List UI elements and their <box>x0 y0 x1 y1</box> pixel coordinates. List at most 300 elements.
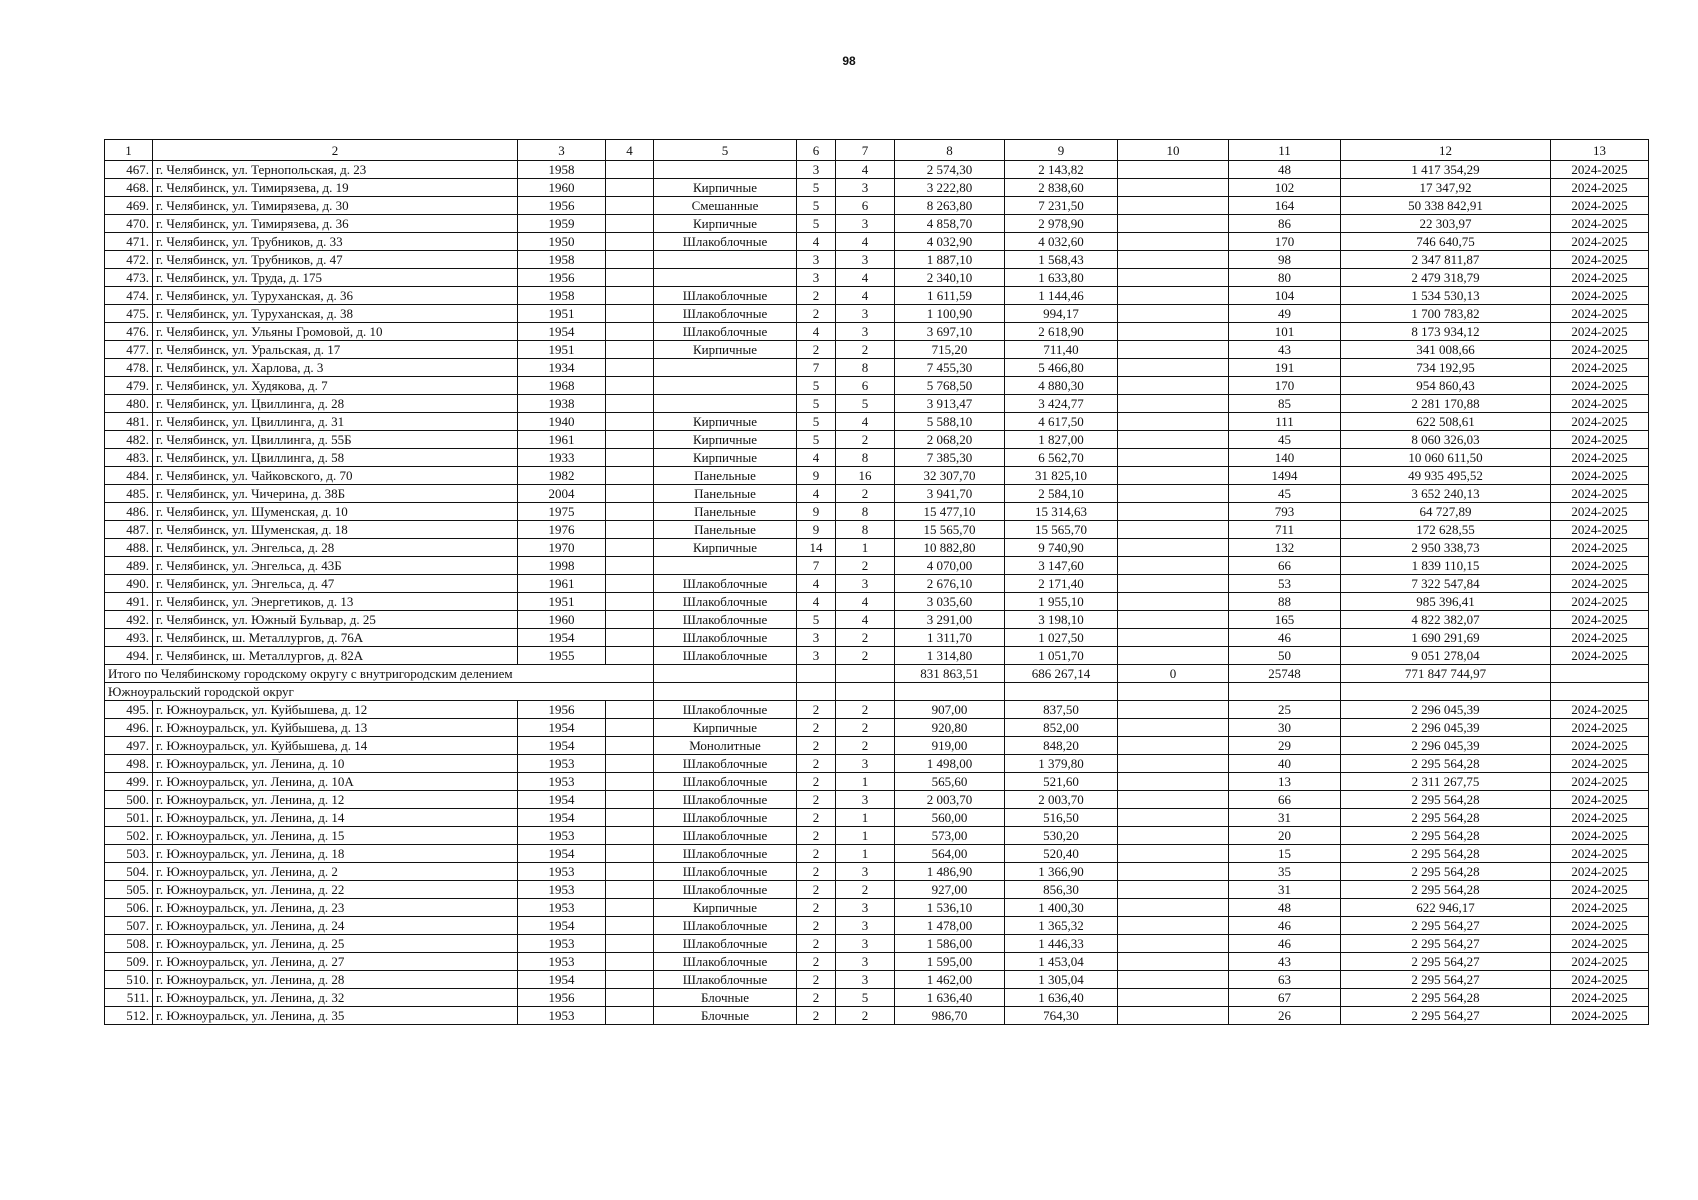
table-row <box>105 899 1649 917</box>
cell-col-13: 2024-2025 <box>1551 899 1649 917</box>
cell-col-13: 2024-2025 <box>1551 935 1649 953</box>
cell-col-11: 104 <box>1229 287 1341 305</box>
cell-col-12: 1 700 783,82 <box>1341 305 1551 323</box>
cell-col-10 <box>1118 773 1229 791</box>
cell-col-9: 6 562,70 <box>1005 449 1118 467</box>
cell-col-4 <box>606 323 654 341</box>
cell-col-9: 5 466,80 <box>1005 359 1118 377</box>
cell-col-10 <box>1118 377 1229 395</box>
table-body <box>105 140 1649 1025</box>
cell-col-12: 622 508,61 <box>1341 413 1551 431</box>
cell-col-5: Кирпичные <box>654 449 797 467</box>
cell-col-7: 8 <box>836 359 895 377</box>
cell-col-10 <box>1118 791 1229 809</box>
table-row <box>105 773 1649 791</box>
cell-col-6: 2 <box>797 917 836 935</box>
cell-col-8: 1 611,59 <box>895 287 1005 305</box>
cell-col-1: 472. <box>105 251 153 269</box>
table-row <box>105 881 1649 899</box>
cell-col-5: Шлакоблочные <box>654 863 797 881</box>
table-row <box>105 287 1649 305</box>
cell-col-11: 165 <box>1229 611 1341 629</box>
cell-col-3: 1968 <box>518 377 606 395</box>
cell-col-9: 31 825,10 <box>1005 467 1118 485</box>
cell-col-1: 500. <box>105 791 153 809</box>
cell-col-4 <box>606 539 654 557</box>
cell-col-8: 3 913,47 <box>895 395 1005 413</box>
cell-col-1: 491. <box>105 593 153 611</box>
cell-col-7: 2 <box>836 431 895 449</box>
cell-col-12: 2 295 564,28 <box>1341 827 1551 845</box>
cell-col-8: 919,00 <box>895 737 1005 755</box>
cell-col-1: 473. <box>105 269 153 287</box>
cell-col-4 <box>606 971 654 989</box>
cell-col-11: 101 <box>1229 323 1341 341</box>
cell-col-9: 2 143,82 <box>1005 161 1118 179</box>
cell-col-5: Шлакоблочные <box>654 287 797 305</box>
cell-col-3: 1961 <box>518 575 606 593</box>
cell-col-4 <box>606 233 654 251</box>
cell-col-10 <box>1118 359 1229 377</box>
table-row <box>105 305 1649 323</box>
cell-col-2: г. Челябинск, ул. Цвиллинга, д. 58 <box>153 449 518 467</box>
cell-col-13: 2024-2025 <box>1551 575 1649 593</box>
cell-col-4 <box>606 899 654 917</box>
cell-col-1: 510. <box>105 971 153 989</box>
cell-col-2: г. Челябинск, ул. Харлова, д. 3 <box>153 359 518 377</box>
cell-col-4 <box>606 809 654 827</box>
cell-col-13: 2024-2025 <box>1551 863 1649 881</box>
cell-col-7: 3 <box>836 575 895 593</box>
cell-col-2: г. Челябинск, ул. Тернопольская, д. 23 <box>153 161 518 179</box>
cell-col-10 <box>1118 395 1229 413</box>
cell-col-7: 3 <box>836 215 895 233</box>
cell-col-9: 1 144,46 <box>1005 287 1118 305</box>
cell-col-11: 67 <box>1229 989 1341 1007</box>
cell-col-2: г. Челябинск, ул. Шуменская, д. 10 <box>153 503 518 521</box>
cell-col-6: 4 <box>797 593 836 611</box>
cell-col-7: 4 <box>836 413 895 431</box>
cell-col-5: Шлакоблочные <box>654 233 797 251</box>
cell-col-4 <box>606 413 654 431</box>
cell-col-2: г. Южноуральск, ул. Ленина, д. 27 <box>153 953 518 971</box>
cell-col-2: г. Южноуральск, ул. Куйбышева, д. 13 <box>153 719 518 737</box>
cell-col-5 <box>654 395 797 413</box>
cell-col-12: 2 295 564,28 <box>1341 791 1551 809</box>
cell-col-9: 516,50 <box>1005 809 1118 827</box>
cell-col-12: 2 296 045,39 <box>1341 719 1551 737</box>
cell-col-10 <box>1118 701 1229 719</box>
table-row <box>105 611 1649 629</box>
cell-col-13: 2024-2025 <box>1551 431 1649 449</box>
cell-col-8: 1 462,00 <box>895 971 1005 989</box>
cell-col-8: 3 035,60 <box>895 593 1005 611</box>
cell-col-9: 1 365,32 <box>1005 917 1118 935</box>
cell-col-9: 2 003,70 <box>1005 791 1118 809</box>
cell-col-2: г. Челябинск, ул. Шуменская, д. 18 <box>153 521 518 539</box>
cell-col-1: 485. <box>105 485 153 503</box>
cell-col-12: 746 640,75 <box>1341 233 1551 251</box>
column-header-10: 10 <box>1118 140 1229 161</box>
cell-col-8: 920,80 <box>895 719 1005 737</box>
table-row <box>105 791 1649 809</box>
cell-col-6: 2 <box>797 287 836 305</box>
cell-col-11: 48 <box>1229 161 1341 179</box>
cell-col-2: г. Южноуральск, ул. Ленина, д. 35 <box>153 1007 518 1025</box>
cell-col-11: 132 <box>1229 539 1341 557</box>
cell-col-4 <box>606 791 654 809</box>
cell-col-1: 490. <box>105 575 153 593</box>
cell-col-4 <box>606 737 654 755</box>
cell-col-6: 5 <box>797 611 836 629</box>
cell-col-11: 46 <box>1229 935 1341 953</box>
cell-col-8: 1 311,70 <box>895 629 1005 647</box>
table-row <box>105 269 1649 287</box>
table-row <box>105 719 1649 737</box>
cell-col-10 <box>1118 557 1229 575</box>
cell-col-1: 488. <box>105 539 153 557</box>
cell-col-11: 98 <box>1229 251 1341 269</box>
cell-col-5: Монолитные <box>654 737 797 755</box>
empty-cell <box>654 683 797 701</box>
cell-col-13: 2024-2025 <box>1551 917 1649 935</box>
cell-col-9: 2 618,90 <box>1005 323 1118 341</box>
cell-col-13: 2024-2025 <box>1551 1007 1649 1025</box>
cell-col-9: 1 453,04 <box>1005 953 1118 971</box>
cell-col-8: 3 291,00 <box>895 611 1005 629</box>
cell-col-8: 1 887,10 <box>895 251 1005 269</box>
cell-col-1: 476. <box>105 323 153 341</box>
cell-col-10 <box>1118 845 1229 863</box>
cell-col-9: 3 198,10 <box>1005 611 1118 629</box>
empty-cell <box>1005 683 1118 701</box>
cell-col-13: 2024-2025 <box>1551 233 1649 251</box>
cell-col-10 <box>1118 269 1229 287</box>
cell-col-7: 2 <box>836 485 895 503</box>
cell-col-3: 2004 <box>518 485 606 503</box>
cell-col-6: 5 <box>797 197 836 215</box>
cell-col-8: 2 003,70 <box>895 791 1005 809</box>
cell-col-1: 489. <box>105 557 153 575</box>
cell-col-13: 2024-2025 <box>1551 791 1649 809</box>
cell-col-8: 5 768,50 <box>895 377 1005 395</box>
cell-col-4 <box>606 485 654 503</box>
cell-col-3: 1954 <box>518 323 606 341</box>
cell-col-13: 2024-2025 <box>1551 503 1649 521</box>
cell-col-11: 40 <box>1229 755 1341 773</box>
cell-col-13: 2024-2025 <box>1551 197 1649 215</box>
table-row <box>105 521 1649 539</box>
cell-col-5: Шлакоблочные <box>654 881 797 899</box>
cell-col-6: 5 <box>797 413 836 431</box>
cell-col-4 <box>606 863 654 881</box>
cell-col-3: 1959 <box>518 215 606 233</box>
cell-col-11: 48 <box>1229 899 1341 917</box>
cell-col-3: 1951 <box>518 305 606 323</box>
cell-col-2: г. Челябинск, ул. Труда, д. 175 <box>153 269 518 287</box>
cell-col-2: г. Южноуральск, ул. Ленина, д. 24 <box>153 917 518 935</box>
cell-col-12: 2 295 564,28 <box>1341 755 1551 773</box>
cell-col-3: 1975 <box>518 503 606 521</box>
cell-col-7: 3 <box>836 251 895 269</box>
cell-col-10 <box>1118 917 1229 935</box>
cell-col-1: 508. <box>105 935 153 953</box>
cell-col-7: 8 <box>836 521 895 539</box>
cell-col-13: 2024-2025 <box>1551 971 1649 989</box>
cell-col-11: 31 <box>1229 881 1341 899</box>
cell-col-12: 9 051 278,04 <box>1341 647 1551 665</box>
cell-col-9: 4 880,30 <box>1005 377 1118 395</box>
cell-col-7: 2 <box>836 341 895 359</box>
cell-col-13: 2024-2025 <box>1551 629 1649 647</box>
cell-col-10 <box>1118 827 1229 845</box>
cell-col-9: 4 032,60 <box>1005 233 1118 251</box>
total-col-11: 25748 <box>1229 665 1341 683</box>
cell-col-12: 954 860,43 <box>1341 377 1551 395</box>
cell-col-3: 1954 <box>518 845 606 863</box>
table-row <box>105 593 1649 611</box>
cell-col-11: 30 <box>1229 719 1341 737</box>
cell-col-11: 85 <box>1229 395 1341 413</box>
table-row <box>105 629 1649 647</box>
cell-col-7: 4 <box>836 269 895 287</box>
cell-col-2: г. Челябинск, ул. Энгельса, д. 43Б <box>153 557 518 575</box>
table-row <box>105 989 1649 1007</box>
cell-col-11: 140 <box>1229 449 1341 467</box>
cell-col-12: 172 628,55 <box>1341 521 1551 539</box>
cell-col-10 <box>1118 593 1229 611</box>
column-header-8: 8 <box>895 140 1005 161</box>
cell-col-3: 1970 <box>518 539 606 557</box>
table-row <box>105 827 1649 845</box>
empty-cell <box>1118 683 1229 701</box>
empty-cell <box>1551 683 1649 701</box>
cell-col-9: 520,40 <box>1005 845 1118 863</box>
cell-col-8: 1 100,90 <box>895 305 1005 323</box>
cell-col-7: 3 <box>836 791 895 809</box>
cell-col-4 <box>606 377 654 395</box>
cell-col-5: Шлакоблочные <box>654 575 797 593</box>
cell-col-9: 2 584,10 <box>1005 485 1118 503</box>
cell-col-5: Кирпичные <box>654 215 797 233</box>
cell-col-6: 4 <box>797 233 836 251</box>
cell-col-12: 7 322 547,84 <box>1341 575 1551 593</box>
cell-col-1: 493. <box>105 629 153 647</box>
cell-col-7: 3 <box>836 323 895 341</box>
cell-col-11: 88 <box>1229 593 1341 611</box>
empty-cell <box>836 683 895 701</box>
cell-col-10 <box>1118 323 1229 341</box>
cell-col-2: г. Челябинск, ул. Энгельса, д. 28 <box>153 539 518 557</box>
cell-col-4 <box>606 953 654 971</box>
cell-col-12: 2 295 564,27 <box>1341 953 1551 971</box>
cell-col-13: 2024-2025 <box>1551 953 1649 971</box>
cell-col-5: Кирпичные <box>654 539 797 557</box>
cell-col-2: г. Южноуральск, ул. Ленина, д. 10 <box>153 755 518 773</box>
cell-col-5: Шлакоблочные <box>654 827 797 845</box>
cell-col-4 <box>606 467 654 485</box>
cell-col-13: 2024-2025 <box>1551 701 1649 719</box>
cell-col-7: 8 <box>836 449 895 467</box>
cell-col-4 <box>606 521 654 539</box>
cell-col-5: Шлакоблочные <box>654 593 797 611</box>
cell-col-9: 1 027,50 <box>1005 629 1118 647</box>
cell-col-2: г. Челябинск, ул. Ульяны Громовой, д. 10 <box>153 323 518 341</box>
cell-col-5: Кирпичные <box>654 341 797 359</box>
cell-col-6: 4 <box>797 449 836 467</box>
cell-col-5: Кирпичные <box>654 179 797 197</box>
cell-col-8: 1 636,40 <box>895 989 1005 1007</box>
cell-col-4 <box>606 773 654 791</box>
cell-col-6: 5 <box>797 395 836 413</box>
cell-col-12: 3 652 240,13 <box>1341 485 1551 503</box>
cell-col-3: 1960 <box>518 611 606 629</box>
cell-col-13: 2024-2025 <box>1551 251 1649 269</box>
cell-col-11: 46 <box>1229 917 1341 935</box>
cell-col-10 <box>1118 809 1229 827</box>
cell-col-9: 15 565,70 <box>1005 521 1118 539</box>
cell-col-3: 1940 <box>518 413 606 431</box>
cell-col-8: 2 340,10 <box>895 269 1005 287</box>
cell-col-8: 2 676,10 <box>895 575 1005 593</box>
cell-col-1: 502. <box>105 827 153 845</box>
cell-col-6: 9 <box>797 503 836 521</box>
cell-col-5: Шлакоблочные <box>654 323 797 341</box>
cell-col-9: 2 978,90 <box>1005 215 1118 233</box>
cell-col-2: г. Челябинск, ул. Цвиллинга, д. 55Б <box>153 431 518 449</box>
cell-col-2: г. Челябинск, ул. Энергетиков, д. 13 <box>153 593 518 611</box>
column-header-13: 13 <box>1551 140 1649 161</box>
cell-col-13: 2024-2025 <box>1551 395 1649 413</box>
cell-col-3: 1954 <box>518 737 606 755</box>
table-row <box>105 755 1649 773</box>
cell-col-12: 2 950 338,73 <box>1341 539 1551 557</box>
cell-col-11: 31 <box>1229 809 1341 827</box>
cell-col-8: 4 032,90 <box>895 233 1005 251</box>
cell-col-13: 2024-2025 <box>1551 449 1649 467</box>
cell-col-1: 486. <box>105 503 153 521</box>
cell-col-5: Блочные <box>654 989 797 1007</box>
table-row <box>105 971 1649 989</box>
cell-col-11: 711 <box>1229 521 1341 539</box>
cell-col-12: 8 173 934,12 <box>1341 323 1551 341</box>
cell-col-6: 2 <box>797 863 836 881</box>
cell-col-11: 170 <box>1229 233 1341 251</box>
cell-col-5: Шлакоблочные <box>654 953 797 971</box>
cell-col-8: 1 536,10 <box>895 899 1005 917</box>
cell-col-3: 1956 <box>518 269 606 287</box>
cell-col-3: 1956 <box>518 701 606 719</box>
cell-col-1: 511. <box>105 989 153 1007</box>
cell-col-10 <box>1118 881 1229 899</box>
cell-col-9: 764,30 <box>1005 1007 1118 1025</box>
cell-col-9: 15 314,63 <box>1005 503 1118 521</box>
cell-col-12: 2 295 564,28 <box>1341 881 1551 899</box>
cell-col-7: 3 <box>836 971 895 989</box>
cell-col-1: 497. <box>105 737 153 755</box>
cell-col-9: 7 231,50 <box>1005 197 1118 215</box>
cell-col-13: 2024-2025 <box>1551 827 1649 845</box>
cell-col-2: г. Челябинск, ул. Цвиллинга, д. 31 <box>153 413 518 431</box>
cell-col-12: 341 008,66 <box>1341 341 1551 359</box>
total-col-12: 771 847 744,97 <box>1341 665 1551 683</box>
cell-col-7: 2 <box>836 881 895 899</box>
cell-col-6: 4 <box>797 485 836 503</box>
cell-col-11: 15 <box>1229 845 1341 863</box>
cell-col-11: 66 <box>1229 557 1341 575</box>
cell-col-13: 2024-2025 <box>1551 773 1649 791</box>
cell-col-13: 2024-2025 <box>1551 593 1649 611</box>
table-row <box>105 431 1649 449</box>
cell-col-3: 1933 <box>518 449 606 467</box>
cell-col-2: г. Челябинск, ул. Трубников, д. 47 <box>153 251 518 269</box>
cell-col-5: Кирпичные <box>654 431 797 449</box>
cell-col-8: 15 565,70 <box>895 521 1005 539</box>
cell-col-6: 2 <box>797 737 836 755</box>
cell-col-13: 2024-2025 <box>1551 809 1649 827</box>
cell-col-1: 496. <box>105 719 153 737</box>
table-row <box>105 413 1649 431</box>
cell-col-2: г. Челябинск, ул. Цвиллинга, д. 28 <box>153 395 518 413</box>
cell-col-9: 1 827,00 <box>1005 431 1118 449</box>
cell-col-7: 3 <box>836 953 895 971</box>
cell-col-10 <box>1118 863 1229 881</box>
cell-col-13: 2024-2025 <box>1551 989 1649 1007</box>
cell-col-2: г. Челябинск, ул. Энгельса, д. 47 <box>153 575 518 593</box>
cell-col-10 <box>1118 737 1229 755</box>
table-row <box>105 467 1649 485</box>
cell-col-6: 7 <box>797 557 836 575</box>
table-row <box>105 539 1649 557</box>
cell-col-4 <box>606 719 654 737</box>
cell-col-12: 2 295 564,27 <box>1341 935 1551 953</box>
total-col-5 <box>654 665 797 683</box>
cell-col-2: г. Южноуральск, ул. Ленина, д. 12 <box>153 791 518 809</box>
cell-col-2: г. Челябинск, ул. Тимирязева, д. 36 <box>153 215 518 233</box>
cell-col-3: 1951 <box>518 593 606 611</box>
cell-col-6: 5 <box>797 179 836 197</box>
cell-col-4 <box>606 917 654 935</box>
cell-col-11: 66 <box>1229 791 1341 809</box>
cell-col-13: 2024-2025 <box>1551 215 1649 233</box>
cell-col-7: 1 <box>836 773 895 791</box>
cell-col-1: 507. <box>105 917 153 935</box>
table-row <box>105 179 1649 197</box>
cell-col-5: Шлакоблочные <box>654 755 797 773</box>
cell-col-10 <box>1118 305 1229 323</box>
cell-col-8: 573,00 <box>895 827 1005 845</box>
cell-col-2: г. Челябинск, ш. Металлургов, д. 76А <box>153 629 518 647</box>
cell-col-12: 2 479 318,79 <box>1341 269 1551 287</box>
cell-col-11: 50 <box>1229 647 1341 665</box>
total-col-13 <box>1551 665 1649 683</box>
total-row <box>105 665 1649 683</box>
cell-col-4 <box>606 611 654 629</box>
cell-col-1: 501. <box>105 809 153 827</box>
cell-col-6: 2 <box>797 773 836 791</box>
cell-col-5: Шлакоблочные <box>654 701 797 719</box>
cell-col-9: 3 424,77 <box>1005 395 1118 413</box>
cell-col-2: г. Челябинск, ул. Чайковского, д. 70 <box>153 467 518 485</box>
cell-col-13: 2024-2025 <box>1551 539 1649 557</box>
cell-col-4 <box>606 845 654 863</box>
cell-col-11: 793 <box>1229 503 1341 521</box>
cell-col-11: 191 <box>1229 359 1341 377</box>
cell-col-10 <box>1118 953 1229 971</box>
cell-col-3: 1954 <box>518 971 606 989</box>
cell-col-9: 1 379,80 <box>1005 755 1118 773</box>
cell-col-4 <box>606 503 654 521</box>
